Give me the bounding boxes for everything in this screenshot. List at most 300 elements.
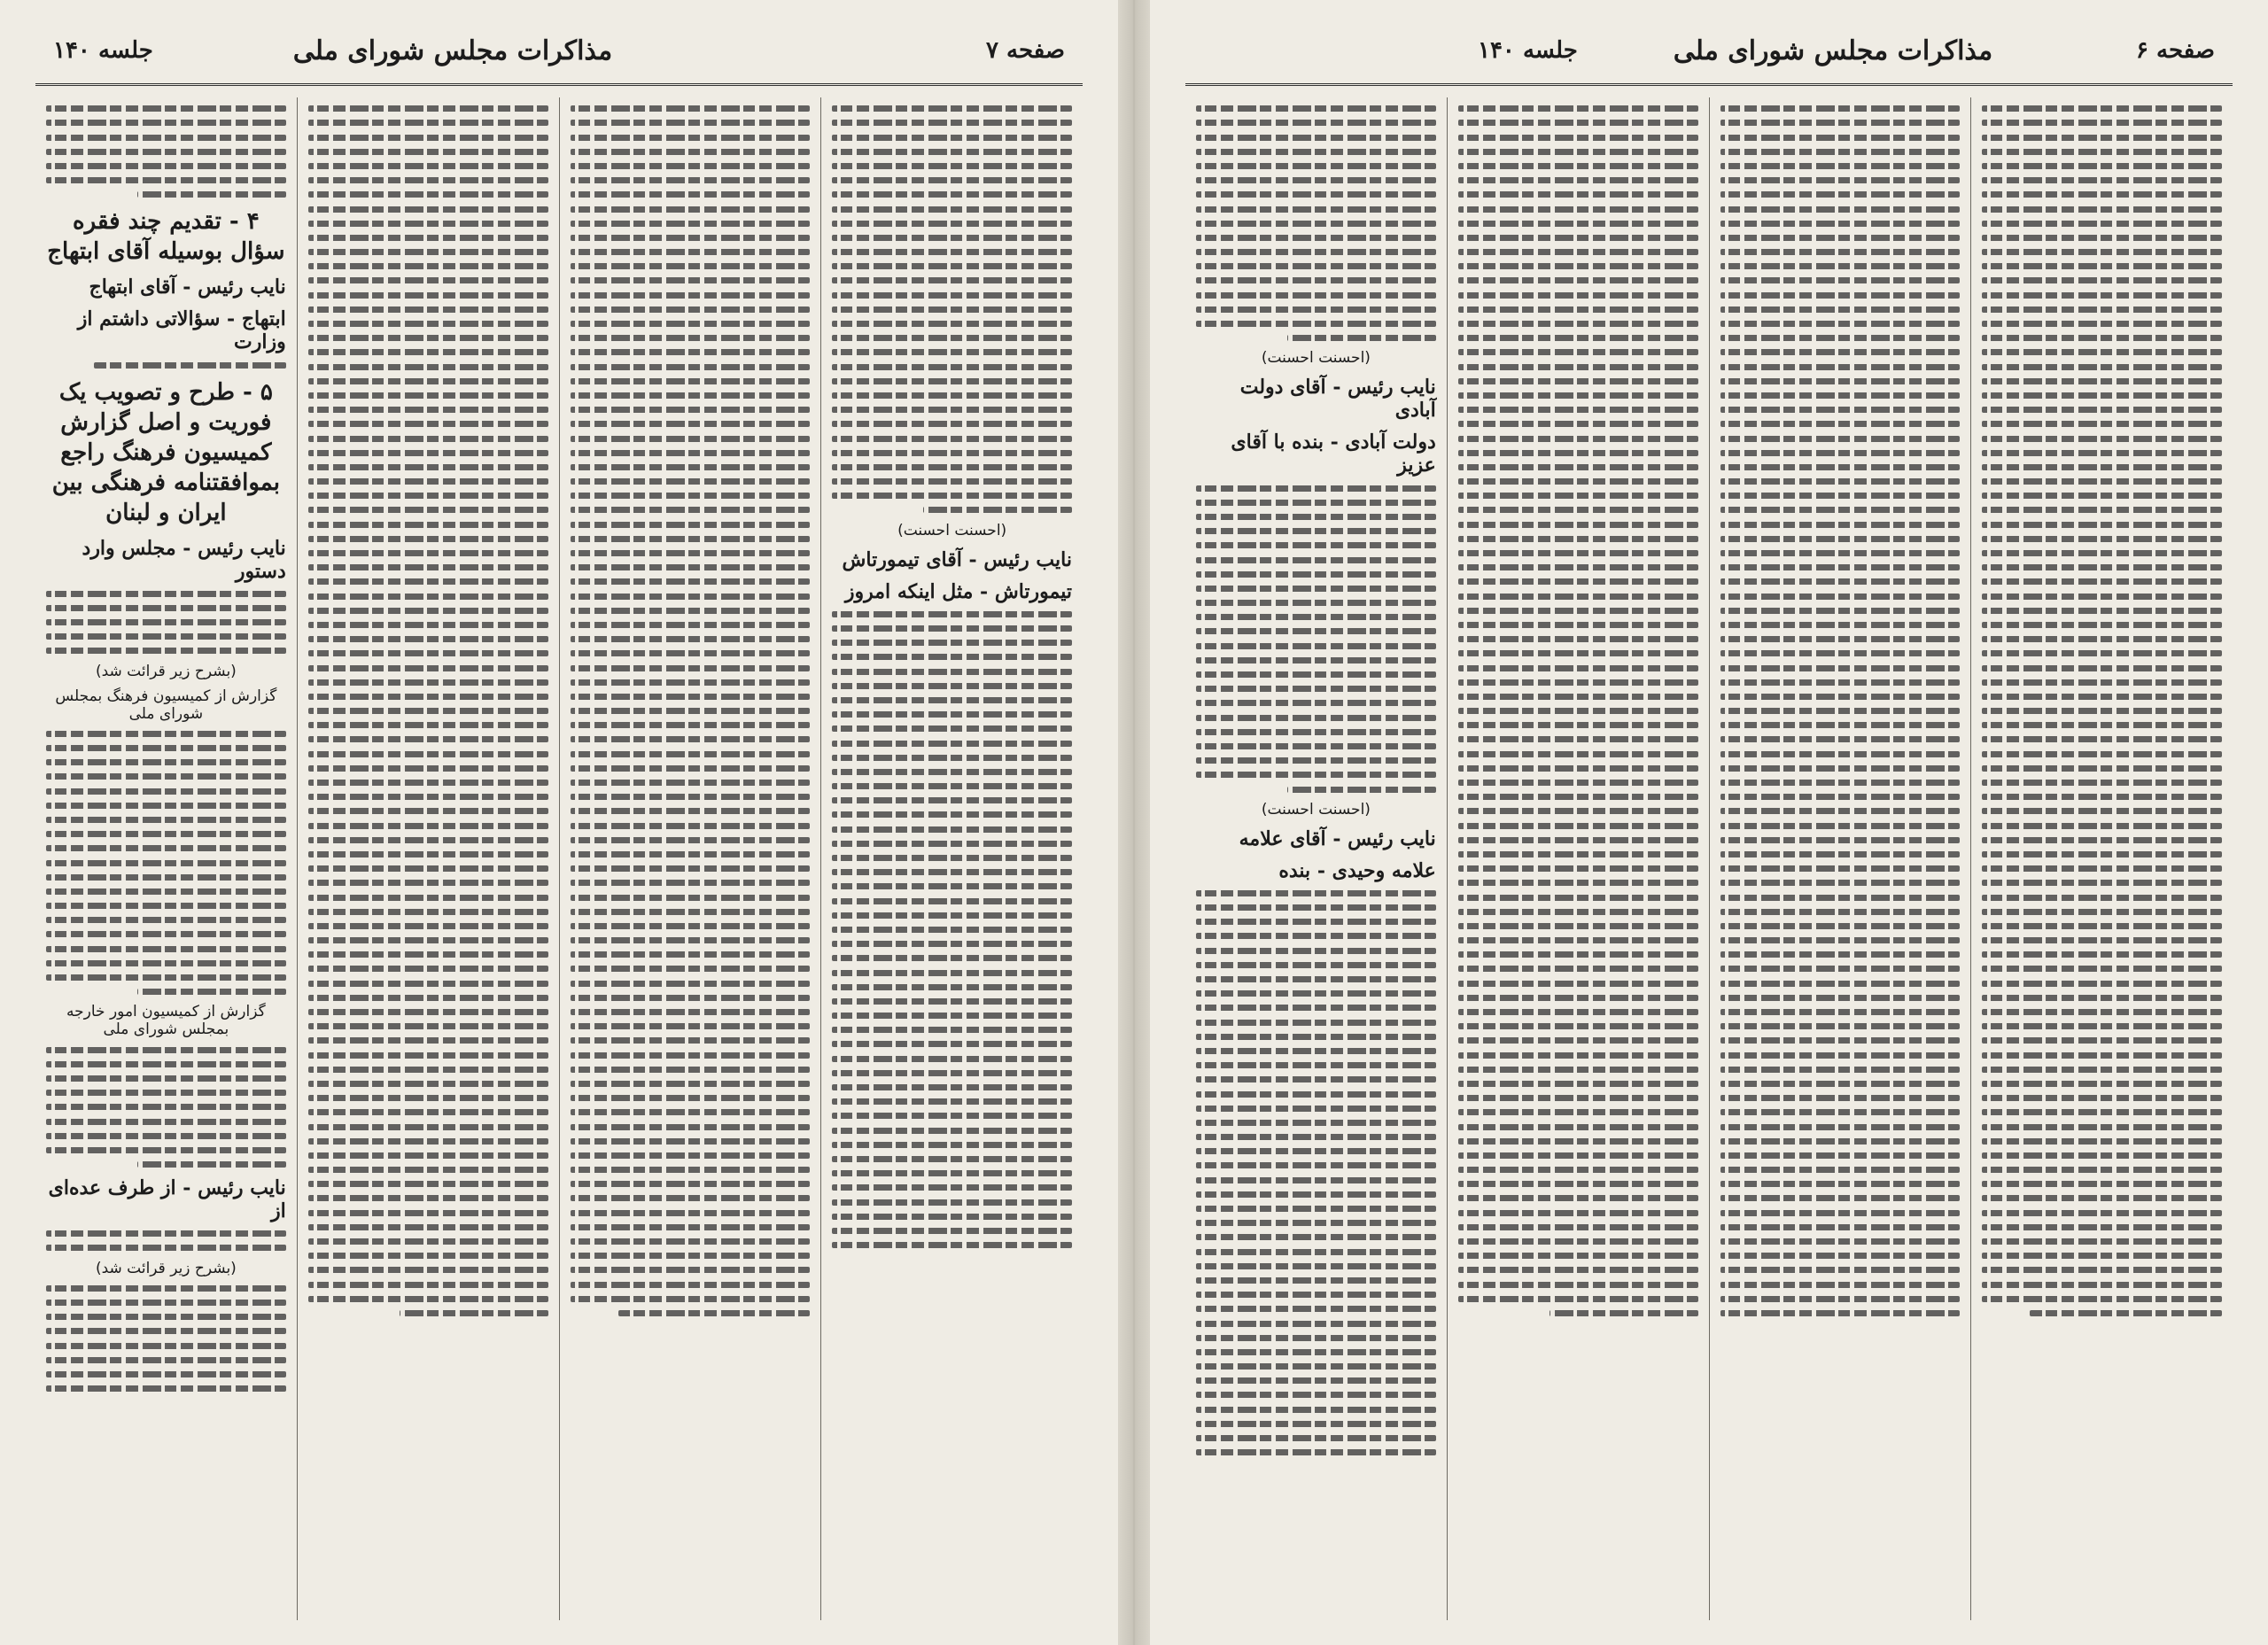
text-line (308, 995, 548, 1001)
text-line (46, 1300, 286, 1306)
text-line (571, 221, 811, 227)
text-line (571, 1152, 811, 1159)
text-line (1982, 235, 2222, 241)
text-line (832, 970, 1072, 976)
text-line (1458, 594, 1698, 600)
text-line (1196, 500, 1436, 506)
text-line (1982, 937, 2222, 943)
text-line (1458, 1138, 1698, 1145)
text-line (571, 650, 811, 656)
text-line (46, 759, 286, 765)
page-header (1185, 32, 2233, 86)
text-line (571, 636, 811, 642)
text-line (571, 665, 811, 671)
text-line (46, 149, 286, 155)
text-line (1458, 306, 1698, 313)
text-line (1196, 1048, 1436, 1054)
text-line (571, 421, 811, 427)
text-line (1196, 614, 1436, 620)
text-line (1458, 1210, 1698, 1216)
text-line (1720, 765, 1961, 772)
left-page (0, 0, 1118, 1645)
text-line (571, 808, 811, 814)
text-line (1196, 1034, 1436, 1040)
text-line (1982, 536, 2222, 542)
text-line (1458, 436, 1698, 442)
text-line (1196, 263, 1436, 269)
text-line (1720, 177, 1961, 183)
text-line (46, 120, 286, 126)
text-line (1720, 594, 1961, 600)
text-line (832, 249, 1072, 255)
speaker-label: نایب رئیس - آقای دولت آبادی (1239, 376, 1436, 423)
text-line (571, 1095, 811, 1101)
text-line (1720, 951, 1961, 958)
text-line (1458, 1124, 1698, 1130)
text-line (1720, 407, 1961, 413)
text-line (1982, 277, 2222, 283)
text-line (46, 917, 286, 923)
text-line (1720, 135, 1961, 141)
text-line (1196, 1220, 1436, 1226)
text-line (571, 765, 811, 772)
text-line (1982, 1267, 2222, 1273)
speaker-label: نایب رئیس - آقای علامه (1239, 826, 1436, 850)
text-line (46, 1104, 286, 1110)
text-column (1709, 97, 1971, 1620)
text-line (571, 895, 811, 901)
text-line (832, 669, 1072, 675)
text-line (1196, 962, 1436, 968)
text-line (308, 464, 548, 470)
text-line (1287, 335, 1436, 341)
text-line (46, 888, 286, 895)
text-line (46, 788, 286, 795)
text-line (1720, 493, 1961, 499)
text-line (832, 306, 1072, 313)
text-column (297, 97, 559, 1620)
text-line (308, 450, 548, 456)
text-line (1196, 306, 1436, 313)
text-line (571, 1181, 811, 1187)
text-line (1196, 1148, 1436, 1154)
text-line (46, 1343, 286, 1349)
text-line (571, 708, 811, 714)
text-line (1982, 392, 2222, 399)
text-line (1720, 665, 1961, 671)
text-line (1458, 507, 1698, 513)
text-line (832, 898, 1072, 904)
text-line (571, 594, 811, 600)
speaker-label: دولت آبادی - بنده با آقای عزیز (1231, 431, 1436, 477)
text-line (571, 1109, 811, 1115)
text-line (308, 407, 548, 413)
text-line (308, 578, 548, 585)
text-line (1458, 722, 1698, 728)
text-line (308, 823, 548, 829)
text-line (1196, 514, 1436, 520)
text-line (1720, 364, 1961, 370)
text-line (832, 1128, 1072, 1134)
text-line (1982, 335, 2222, 341)
text-line (1196, 1321, 1436, 1327)
text-line (1982, 665, 2222, 671)
text-line (308, 880, 548, 886)
text-line (832, 464, 1072, 470)
text-line (46, 648, 286, 654)
text-line (308, 1238, 548, 1245)
text-line (1720, 306, 1961, 313)
text-line (46, 633, 286, 640)
text-line (1982, 1081, 2222, 1087)
text-line (832, 378, 1072, 384)
text-line (1196, 1206, 1436, 1212)
reading-note: (بشرح زیر قرائت شد) (95, 1259, 237, 1277)
text-line (571, 1081, 811, 1087)
text-line (308, 765, 548, 772)
text-line (1458, 851, 1698, 857)
text-line (832, 135, 1072, 141)
text-line (1982, 349, 2222, 355)
text-line (1720, 622, 1961, 628)
text-line (1982, 1009, 2222, 1015)
text-column (559, 97, 821, 1620)
text-line (571, 177, 811, 183)
text-line (1982, 622, 2222, 628)
text-line (308, 679, 548, 686)
text-line (1720, 794, 1961, 800)
text-line (1458, 765, 1698, 772)
text-line (308, 650, 548, 656)
text-line (832, 1156, 1072, 1162)
text-line (1196, 686, 1436, 692)
text-line (1720, 507, 1961, 513)
text-line (571, 1009, 811, 1015)
text-line (46, 135, 286, 141)
text-line (308, 249, 548, 255)
text-line (1196, 292, 1436, 299)
text-line (46, 860, 286, 866)
text-line (1720, 780, 1961, 786)
text-line (1196, 1349, 1436, 1355)
text-line (1982, 1067, 2222, 1073)
text-line (308, 851, 548, 857)
text-line (1720, 536, 1961, 542)
text-line (571, 880, 811, 886)
text-line (1458, 149, 1698, 155)
text-line (571, 1124, 811, 1130)
applause-note: (احسنت احسنت) (1261, 349, 1371, 368)
text-line (1720, 679, 1961, 686)
text-line (1982, 407, 2222, 413)
text-line (1458, 937, 1698, 943)
text-line (832, 811, 1072, 818)
text-line (571, 1210, 811, 1216)
text-line (571, 837, 811, 843)
text-line (832, 683, 1072, 689)
text-line (1720, 1210, 1961, 1216)
text-line (1458, 1167, 1698, 1173)
text-line (1982, 636, 2222, 642)
text-line (1982, 378, 2222, 384)
text-line (1982, 421, 2222, 427)
text-line (1982, 1052, 2222, 1059)
text-line (571, 1052, 811, 1059)
text-line (1720, 1267, 1961, 1273)
text-line (832, 277, 1072, 283)
text-line (1196, 321, 1436, 327)
text-line (1982, 1282, 2222, 1288)
text-line (308, 895, 548, 901)
text-line (1982, 594, 2222, 600)
text-line (1458, 1224, 1698, 1230)
text-line (571, 277, 811, 283)
text-line (308, 191, 548, 198)
text-line (1982, 1124, 2222, 1130)
text-line (308, 981, 548, 987)
text-line (571, 364, 811, 370)
text-line (571, 292, 811, 299)
text-line (1982, 550, 2222, 556)
text-line (1196, 249, 1436, 255)
text-line (1196, 729, 1436, 735)
text-line (308, 837, 548, 843)
text-line (1458, 135, 1698, 141)
text-line (571, 135, 811, 141)
text-line (1196, 135, 1436, 141)
text-line (1196, 485, 1436, 492)
text-line (1720, 249, 1961, 255)
text-line (46, 1314, 286, 1320)
text-line (1458, 1195, 1698, 1201)
text-line (1720, 722, 1961, 728)
text-line (832, 1084, 1072, 1090)
text-line (1196, 1091, 1436, 1098)
text-line (1720, 321, 1961, 327)
text-line (1720, 335, 1961, 341)
text-line (618, 1310, 811, 1316)
text-line (571, 464, 811, 470)
text-line (1458, 1037, 1698, 1044)
text-line (832, 998, 1072, 1005)
text-line (571, 622, 811, 628)
text-line (571, 1267, 811, 1273)
text-line (1458, 880, 1698, 886)
speaker-label: ابتهاج - سؤالاتی داشتم از وزارت (77, 307, 286, 354)
text-line (137, 1161, 286, 1168)
text-line (1196, 221, 1436, 227)
text-line (1982, 564, 2222, 570)
text-line (308, 493, 548, 499)
text-line (308, 235, 548, 241)
text-line (1720, 392, 1961, 399)
text-line (1458, 1296, 1698, 1302)
text-line (832, 654, 1072, 660)
text-line (137, 191, 286, 198)
text-line (1982, 823, 2222, 829)
text-line (1458, 163, 1698, 169)
text-line (1196, 1407, 1436, 1413)
text-line (1196, 1292, 1436, 1298)
text-line (832, 493, 1072, 499)
text-line (571, 263, 811, 269)
speaker-label: نایب رئیس - مجلس وارد دستور (82, 536, 286, 583)
text-line (571, 578, 811, 585)
text-line (1982, 909, 2222, 915)
text-line (1982, 780, 2222, 786)
text-line (1196, 277, 1436, 283)
text-line (1196, 1005, 1436, 1011)
text-line (832, 421, 1072, 427)
text-line (308, 1052, 548, 1059)
text-line (308, 149, 548, 155)
text-line (308, 321, 548, 327)
text-line (1982, 1109, 2222, 1115)
text-line (308, 263, 548, 269)
text-line (1982, 851, 2222, 857)
text-line (832, 769, 1072, 775)
text-line (1196, 1106, 1436, 1112)
text-line (1982, 507, 2222, 513)
text-line (308, 909, 548, 915)
text-line (571, 206, 811, 213)
text-line (832, 407, 1072, 413)
text-line (1458, 1081, 1698, 1087)
text-line (1720, 865, 1961, 872)
text-line (1720, 895, 1961, 901)
text-line (832, 206, 1072, 213)
text-line (1720, 191, 1961, 198)
text-line (1458, 191, 1698, 198)
text-line (1982, 608, 2222, 614)
page-title: مذاکرات مجلس شورای ملی (292, 35, 613, 66)
text-line (571, 436, 811, 442)
text-line (832, 364, 1072, 370)
book-gutter (1118, 0, 1150, 1645)
text-line (308, 636, 548, 642)
text-line (46, 817, 286, 823)
text-line (1982, 1138, 2222, 1145)
text-line (832, 1013, 1072, 1019)
text-line (1982, 923, 2222, 929)
text-line (1458, 823, 1698, 829)
text-line (1458, 679, 1698, 686)
text-line (308, 105, 548, 112)
text-line (46, 1119, 286, 1125)
text-line (1720, 1109, 1961, 1115)
text-line (1458, 105, 1698, 112)
text-line (1196, 149, 1436, 155)
text-line (1720, 909, 1961, 915)
text-line (1720, 995, 1961, 1001)
text-line (1196, 571, 1436, 578)
text-line (308, 694, 548, 700)
text-line (308, 780, 548, 786)
text-line (1982, 249, 2222, 255)
text-line (1720, 1224, 1961, 1230)
text-line (308, 1296, 548, 1302)
session-number: جلسه ۱۴۰ (1478, 37, 1578, 64)
text-line (1720, 1296, 1961, 1302)
text-line (571, 306, 811, 313)
text-line (1196, 904, 1436, 911)
text-line (1458, 923, 1698, 929)
text-line (571, 1138, 811, 1145)
text-line (46, 974, 286, 981)
text-line (308, 865, 548, 872)
text-line (1720, 1195, 1961, 1201)
text-line (1982, 995, 2222, 1001)
text-line (308, 1009, 548, 1015)
text-line (1196, 1421, 1436, 1427)
text-line (1982, 1195, 2222, 1201)
text-column (820, 97, 1083, 1620)
text-line (46, 960, 286, 966)
text-line (571, 407, 811, 413)
text-line (1196, 643, 1436, 649)
text-line (1196, 743, 1436, 749)
text-line (832, 1170, 1072, 1176)
text-line (1720, 277, 1961, 283)
text-line (1982, 895, 2222, 901)
text-line (1196, 528, 1436, 534)
text-line (1458, 808, 1698, 814)
text-line (571, 966, 811, 972)
text-line (308, 1109, 548, 1115)
text-line (571, 865, 811, 872)
text-line (832, 883, 1072, 889)
text-line (1196, 177, 1436, 183)
text-line (571, 736, 811, 742)
speaker-label: علامه وحیدی - بنده (1278, 858, 1436, 882)
text-line (308, 736, 548, 742)
text-line (308, 421, 548, 427)
text-line (571, 951, 811, 958)
text-line (1458, 464, 1698, 470)
text-line (1720, 923, 1961, 929)
text-line (308, 1253, 548, 1259)
text-line (1720, 105, 1961, 112)
text-columns (1185, 97, 2233, 1620)
text-line (1196, 1377, 1436, 1384)
text-line (46, 1090, 286, 1096)
text-line (1196, 948, 1436, 954)
text-line (1982, 450, 2222, 456)
text-line (832, 841, 1072, 847)
text-line (832, 292, 1072, 299)
text-line (308, 1224, 548, 1230)
text-line (571, 349, 811, 355)
text-line (1720, 1124, 1961, 1130)
text-line (571, 321, 811, 327)
text-line (832, 640, 1072, 646)
text-line (1458, 478, 1698, 485)
text-line (1458, 1253, 1698, 1259)
text-line (832, 436, 1072, 442)
text-line (832, 1142, 1072, 1148)
text-line (571, 536, 811, 542)
page-number: صفحه ۷ (986, 37, 1065, 64)
text-line (1982, 808, 2222, 814)
text-line (308, 708, 548, 714)
text-line (1982, 951, 2222, 958)
text-line (571, 694, 811, 700)
text-line (1982, 191, 2222, 198)
text-line (1720, 736, 1961, 742)
text-line (571, 1067, 811, 1073)
text-line (1982, 292, 2222, 299)
text-line (1720, 981, 1961, 987)
